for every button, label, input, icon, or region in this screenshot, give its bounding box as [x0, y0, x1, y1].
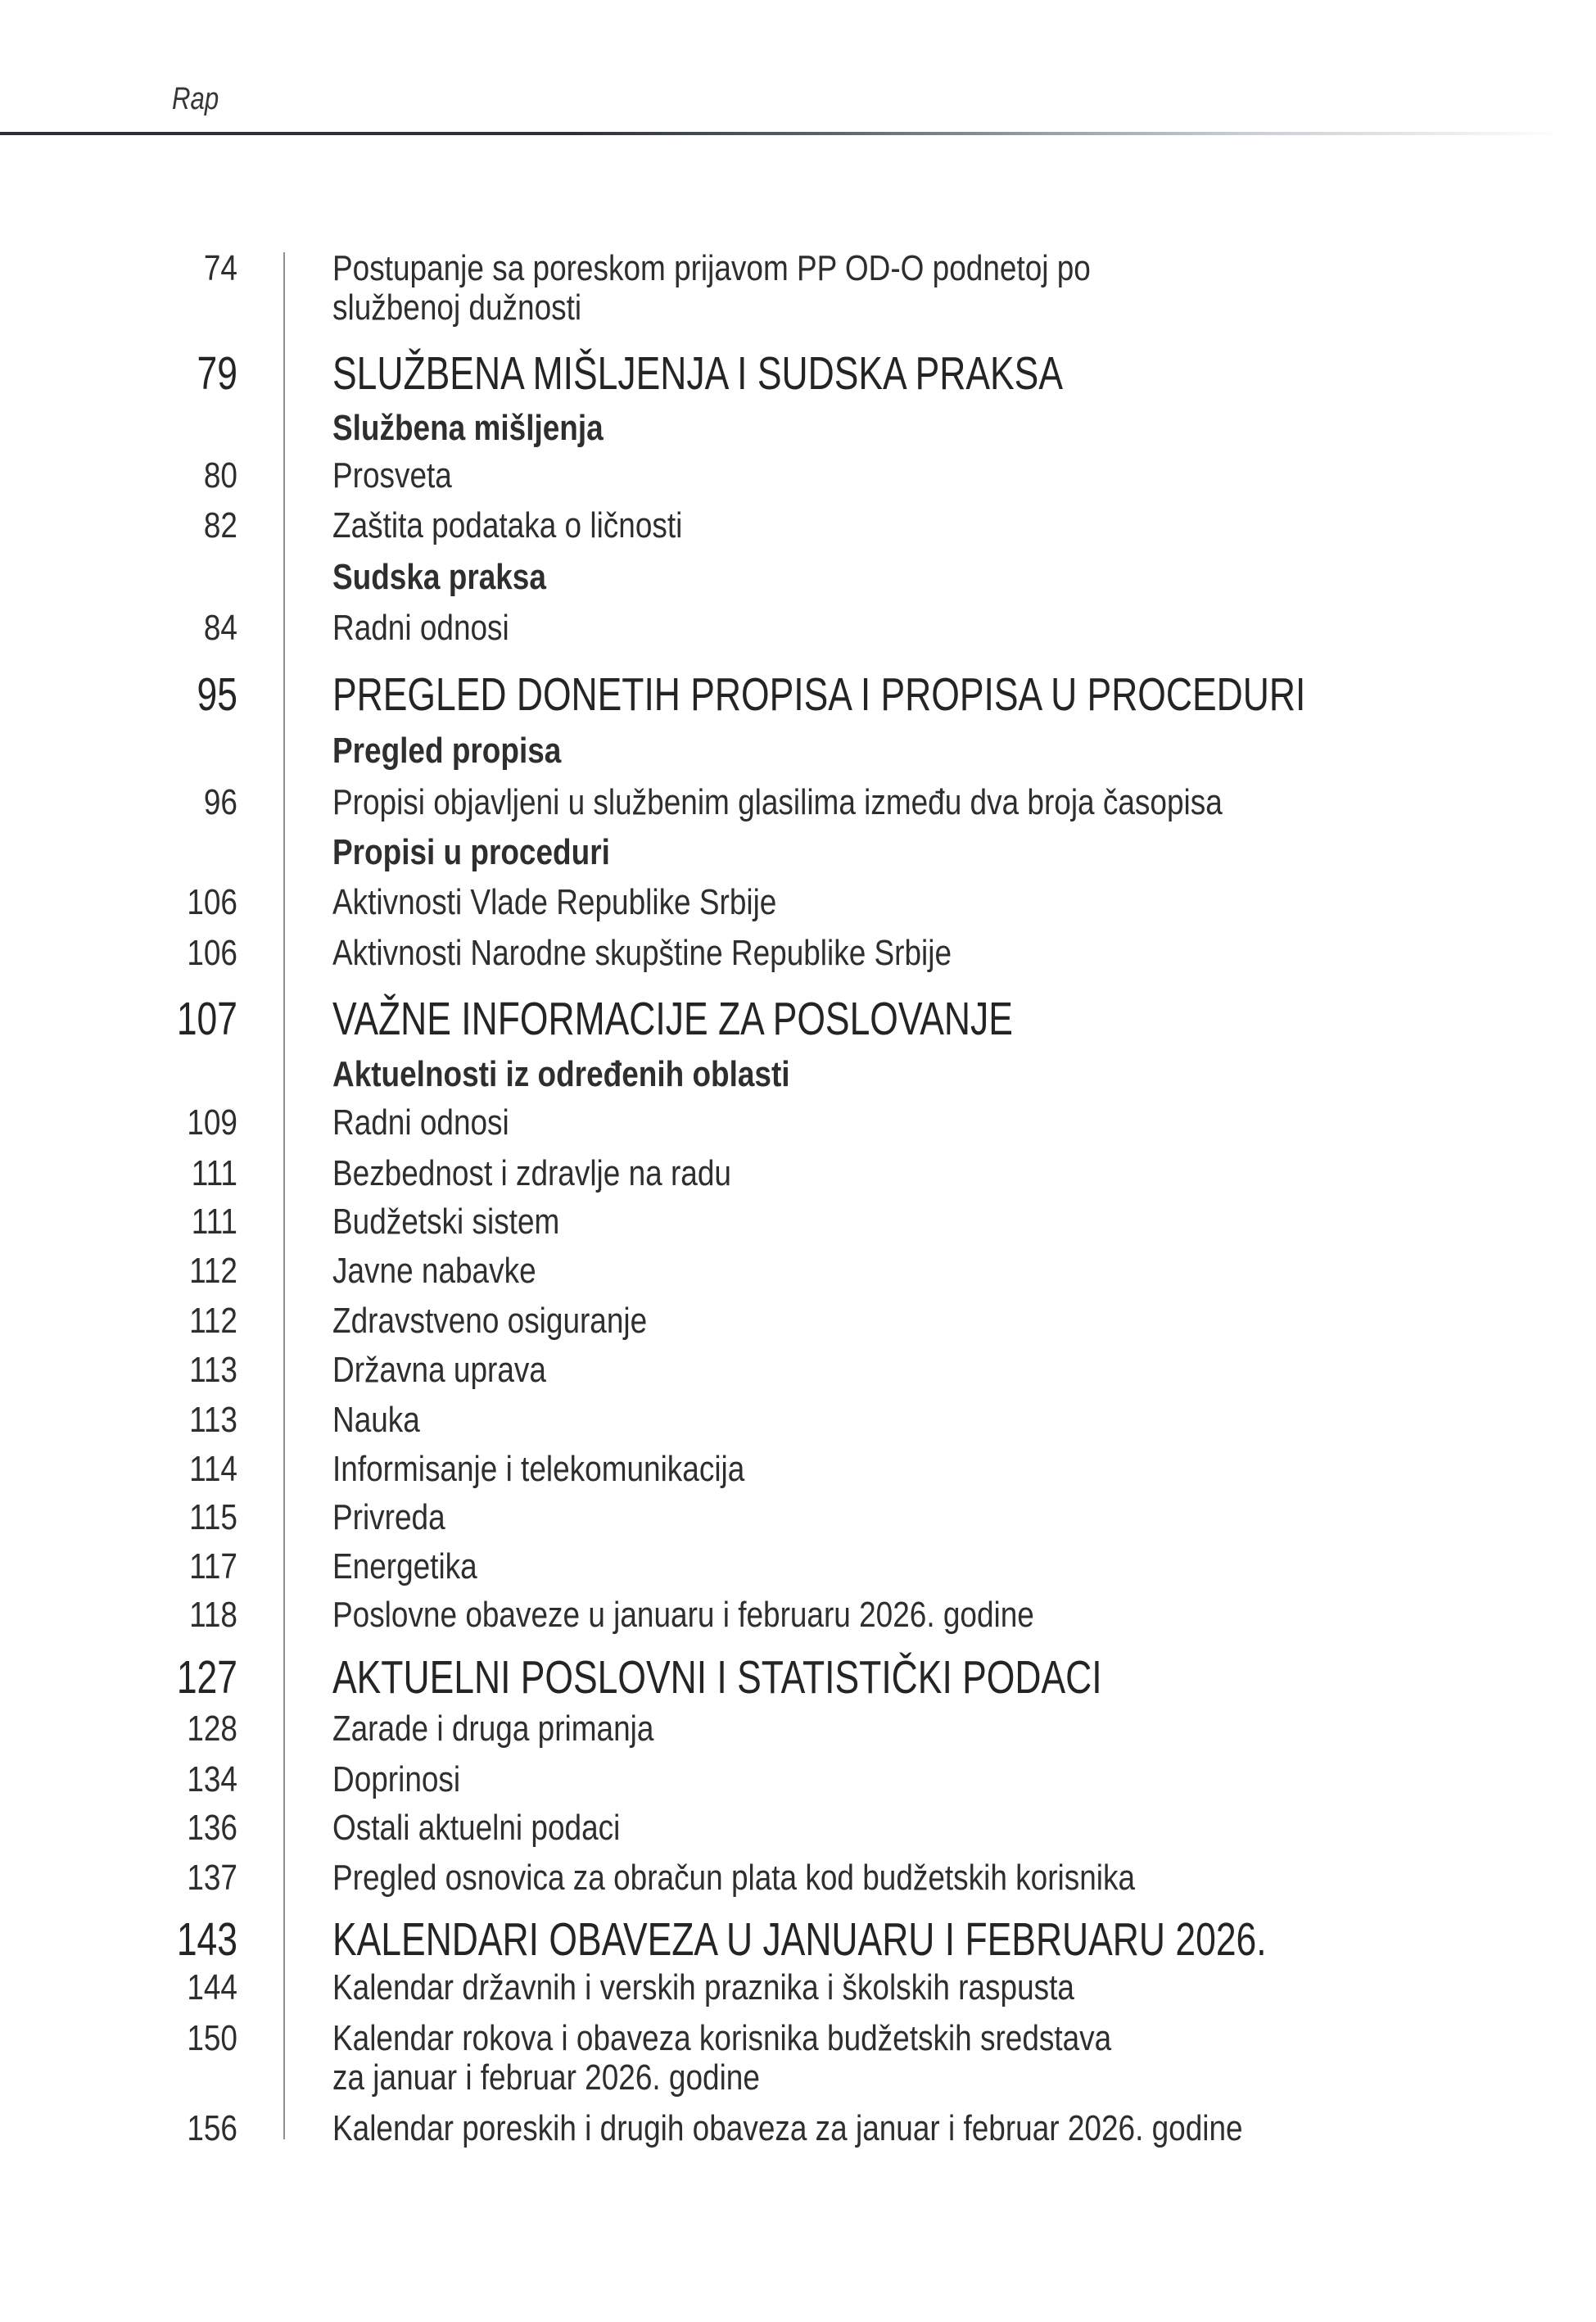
toc-page-number: 112 [189, 1301, 237, 1341]
toc-page-number: 96 [203, 782, 237, 822]
toc-entry-line: KALENDARI OBAVEZA U JANUARU I FEBRUARU 2026. [332, 1913, 1267, 1966]
toc-entry-line: Nauka [332, 1400, 420, 1440]
toc-entry-line: Zarade i druga primanja [332, 1709, 654, 1749]
toc-entry-line: Budžetski sistem [332, 1202, 560, 1242]
toc-entry-line: Energetika [332, 1546, 477, 1586]
toc-entry-line: Zdravstveno osiguranje [332, 1301, 648, 1341]
toc-entry-title [332, 934, 952, 973]
toc-entry-line: Aktivnosti Narodne skupštine Republike Srbije [332, 933, 952, 973]
toc-page-number: 95 [197, 668, 237, 721]
toc-entry-line: Aktivnosti Vlade Republike Srbije [332, 882, 777, 922]
toc-entry-line: SLUŽBENA MIŠLJENJA I SUDSKA PRAKSA [332, 347, 1063, 400]
toc-entry-line: PREGLED DONETIH PROPISA I PROPISA U PROCEDURI [332, 668, 1306, 721]
toc-entry-line: Službena mišljenja [332, 408, 604, 448]
toc-entry-title [332, 1351, 546, 1390]
toc-entry-line: AKTUELNI POSLOVNI I STATISTIČKI PODACI [332, 1651, 1102, 1704]
toc-entry-line: Informisanje i telekomunikacija [332, 1449, 745, 1489]
toc-page-number: 144 [187, 1967, 237, 2007]
toc-entry-line: službenoj dužnosti [332, 287, 582, 328]
toc-entry-title [332, 1055, 790, 1094]
toc-entry-line: Prosveta [332, 455, 452, 496]
toc-page-number: 128 [187, 1709, 237, 1749]
toc-entry-line: Zaštita podataka o ličnosti [332, 505, 683, 545]
toc-entry-line: Propisi u proceduri [332, 832, 610, 872]
journal-masthead: Rap [172, 82, 219, 116]
toc-entry-title [332, 409, 604, 448]
toc-entry-title [332, 1808, 620, 1848]
toc-entry-title [332, 669, 1305, 720]
toc-page-number: 115 [189, 1497, 237, 1537]
toc-entry-line: Državna uprava [332, 1350, 546, 1390]
toc-page-number: 143 [176, 1913, 237, 1966]
toc-entry-line: Poslovne obaveze u januaru i februaru 2026. godine [332, 1595, 1034, 1635]
toc-page-number: 156 [187, 2108, 237, 2148]
toc-page-number: 80 [203, 455, 237, 496]
toc-entry-title [332, 1450, 744, 1489]
toc-page-number: 79 [197, 347, 237, 400]
toc-entry-line: Propisi objavljeni u službenim glasilima između dva broja časopisa [332, 782, 1223, 822]
toc-entry-title [332, 783, 1223, 822]
toc-entry-line: Kalendar državnih i verskih praznika i školskih raspusta [332, 1967, 1074, 2007]
toc-entry-title [332, 1914, 1267, 1965]
toc-entry-title [332, 558, 546, 597]
toc-entry-title [332, 2109, 1243, 2148]
toc-entry-title [332, 1596, 1034, 1635]
toc-entry-line: Kalendar poreskih i drugih obaveza za januar i februar 2026. godine [332, 2108, 1243, 2148]
toc-entry-title [332, 731, 561, 771]
toc-entry-title [332, 1202, 559, 1242]
toc-page-number: 127 [176, 1651, 237, 1704]
toc-page-number: 84 [203, 608, 237, 648]
toc-page-number: 111 [191, 1153, 237, 1193]
toc-page-number: 117 [189, 1546, 237, 1586]
toc-entry-title [332, 1401, 420, 1440]
toc-entry-title [332, 1498, 445, 1537]
toc-entry-line: Kalendar rokova i obaveza korisnika budžetskih sredstava [332, 2018, 1112, 2058]
toc-page-number: 114 [189, 1449, 237, 1489]
toc-page-number: 118 [189, 1595, 237, 1635]
toc-page-number: 150 [187, 2018, 237, 2058]
toc-page-number: 107 [176, 993, 237, 1045]
toc-entry-title [332, 1301, 647, 1341]
toc-entry-line: Privreda [332, 1497, 445, 1537]
toc-page-number: 111 [191, 1202, 237, 1242]
toc-entry-title [332, 1252, 536, 1291]
toc-page-number: 136 [187, 1808, 237, 1848]
toc-entry-line: VAŽNE INFORMACIJE ZA POSLOVANJE [332, 993, 1013, 1045]
toc-page-number: 113 [189, 1400, 237, 1440]
toc-entry-title [332, 249, 1091, 328]
toc-entry-title [332, 1652, 1102, 1703]
toc-entry-title [332, 1968, 1074, 2007]
toc-entry-title [332, 1858, 1135, 1898]
toc-entry-title [332, 1760, 460, 1799]
toc-entry-title [332, 506, 682, 545]
toc-entry-line: Sudska praksa [332, 557, 546, 597]
toc-entry-line: Aktuelnosti iz određenih oblasti [332, 1054, 790, 1094]
toc-entry-title [332, 456, 452, 496]
toc-page-number: 137 [187, 1858, 237, 1898]
toc-entry-line: Javne nabavke [332, 1251, 536, 1291]
toc-entry-title [332, 1709, 653, 1749]
toc-entry-title [332, 609, 509, 648]
toc-page-number: 74 [203, 248, 237, 288]
toc-entry-line: Pregled osnovica za obračun plata kod budžetskih korisnika [332, 1858, 1136, 1898]
toc-entry-line: Radni odnosi [332, 608, 509, 648]
toc-entry-title [332, 1154, 731, 1193]
toc-page-number: 113 [189, 1350, 237, 1390]
toc-entry-title [332, 2019, 1111, 2098]
toc-entry-line: Doprinosi [332, 1759, 461, 1799]
toc-entry-title [332, 883, 776, 922]
toc-page-number: 106 [187, 933, 237, 973]
toc-entry-title [332, 994, 1013, 1044]
toc-entry-line: Pregled propisa [332, 731, 562, 771]
toc-page-number: 134 [187, 1759, 237, 1799]
toc-page-number: 112 [189, 1251, 237, 1291]
toc-entry-title [332, 833, 610, 872]
toc-entry-title [332, 1547, 477, 1586]
toc-page-number: 106 [187, 882, 237, 922]
toc-entry-line: za januar i februar 2026. godine [332, 2057, 760, 2098]
toc-page-number: 109 [187, 1102, 237, 1143]
toc-entry-line: Postupanje sa poreskom prijavom PP OD-O podnetoj po [332, 248, 1091, 288]
toc-page-number: 82 [203, 505, 237, 545]
toc-entry-line: Bezbednost i zdravlje na radu [332, 1153, 731, 1193]
toc-entry-line: Ostali aktuelni podaci [332, 1808, 621, 1848]
toc-entry-title [332, 1103, 509, 1143]
toc-entry-title [332, 348, 1063, 399]
toc-entry-line: Radni odnosi [332, 1102, 509, 1143]
